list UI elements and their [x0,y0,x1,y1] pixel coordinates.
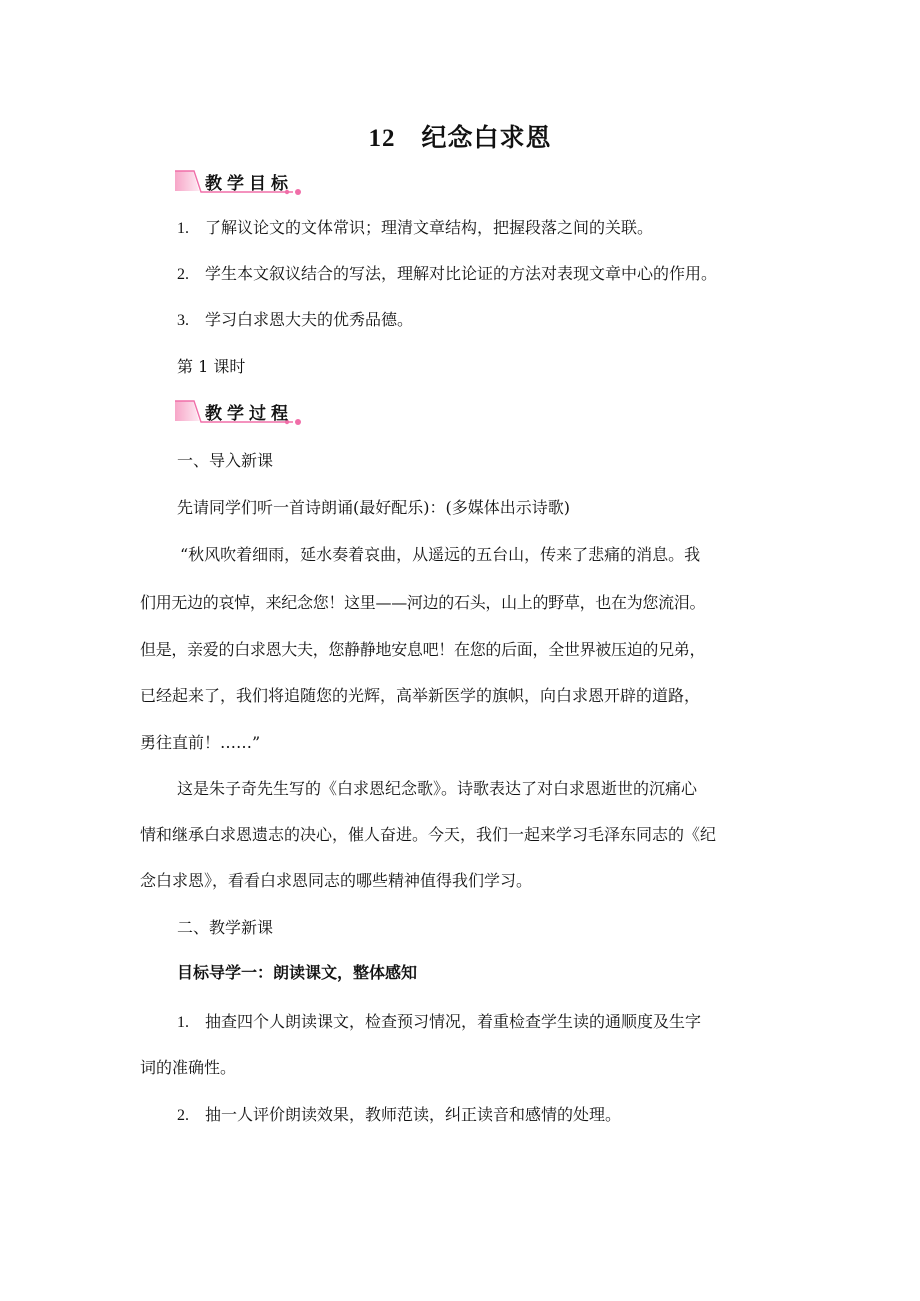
objective-item: 2. 学生本文叙议结合的写法，理解对比论证的方法对表现文章中心的作用。 [177,264,718,283]
poem-line: 们用无边的哀悼，来纪念您！这里——河边的石头，山上的野草，也在为您流泪。 [140,593,706,612]
step-item: 1. 抽查四个人朗读课文，检查预习情况，着重检查学生读的通顺度及生字 [177,1012,702,1031]
step-item-continuation: 词的准确性。 [140,1058,237,1077]
objective-item: 3. 学习白求恩大夫的优秀品德。 [177,310,414,329]
commentary-line: 情和继承白求恩遗志的决心，催人奋进。今天，我们一起来学习毛泽东同志的《纪 [140,825,717,844]
title-number: 12 [368,125,396,152]
poem-line: 勇往直前！……” [140,733,261,752]
banner-label: 教学过程 [205,404,293,424]
page-title [0,118,920,154]
poem-line: 已经起来了，我们将追随您的光辉，高举新医学的旗帜，向白求恩开辟的道路， [140,686,701,705]
goal-heading: 目标导学一：朗读课文，整体感知 [177,963,418,982]
banner-label: 教学目标 [205,174,293,194]
commentary-line: 念白求恩》，看看白求恩同志的哪些精神值得我们学习。 [140,871,533,890]
step-item: 2. 抽一人评价朗读效果，教师范读，纠正读音和感情的处理。 [177,1105,622,1124]
title-text: 纪念白求恩 [421,123,552,152]
poem-line: 但是，亲爱的白求恩大夫，您静静地安息吧！在您的后面，全世界被压迫的兄弟， [140,640,706,659]
intro-heading: 一、导入新课 [177,451,274,470]
lesson-period: 第 1 课时 [177,357,246,376]
section-banner-process [175,397,310,429]
new-lesson-heading: 二、教学新课 [177,918,274,937]
commentary-line: 这是朱子奇先生写的《白求恩纪念歌》。诗歌表达了对白求恩逝世的沉痛心 [177,779,698,798]
section-banner-objectives [175,167,310,199]
poem-line: “秋风吹着细雨，延水奏着哀曲，从遥远的五台山，传来了悲痛的消息。我 [180,545,701,564]
objective-item: 1. 了解议论文的文体常识；理清文章结构，把握段落之间的关联。 [177,218,654,237]
intro-instruction: 先请同学们听一首诗朗诵(最好配乐)：(多媒体出示诗歌) [177,498,570,517]
